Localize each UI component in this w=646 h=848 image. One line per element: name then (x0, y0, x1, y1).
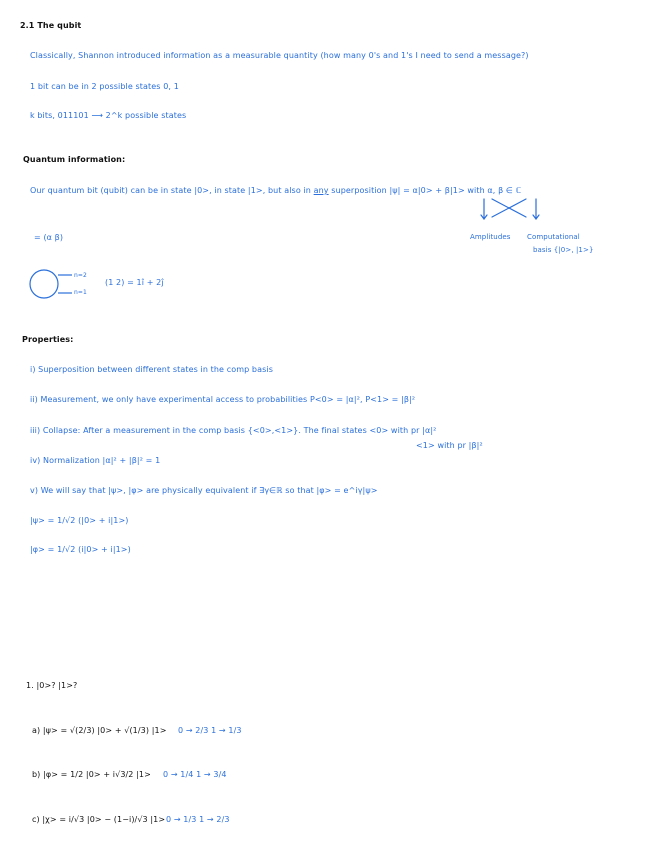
alpha-beta-vector: = (α β) (34, 233, 64, 242)
computational-label: Computational (527, 233, 580, 241)
exercise-b-answer: 0 → 1/4 1 → 3/4 (163, 770, 227, 779)
quantum-line-any: any (313, 186, 329, 195)
classical-line-2: 1 bit can be in 2 possible states 0, 1 (30, 82, 179, 91)
property-v: v) We will say that |ψ>, |φ> are physically equivalent if ∃γ∈ℝ so that |φ> = e^iγ|ψ> (30, 486, 378, 495)
classical-line-1: Classically, Shannon introduced information as a measurable quantity (how many 0's and 1's I need to send a message?) (30, 51, 529, 60)
property-iii: iii) Collapse: After a measurement in the comp basis {<0>,<1>}. The final states <0> with pr |α|² (30, 426, 437, 435)
basis-label: basis {|0>, |1>} (533, 246, 594, 254)
exercise-c: c) |χ> = i/√3 |0> − (1−i)/√3 |1> (32, 815, 166, 824)
property-i: i) Superposition between different states in the comp basis (30, 365, 273, 374)
quantum-line-part1: Our quantum bit (qubit) can be in state |0>, in state |1>, but also in (30, 186, 311, 195)
exercise-title: 1. |0>? |1>? (26, 681, 78, 690)
quantum-line-part2: superposition |ψ| = α|0> + β|1> with α, β ∈ ℂ (331, 186, 522, 195)
exercise-b: b) |φ> = 1/2 |0> + i√3/2 |1> (32, 770, 151, 779)
phi-definition: |φ> = 1/√2 (i|0> + i|1>) (30, 545, 131, 554)
property-iv: iv) Normalization |α|² + |β|² = 1 (30, 456, 161, 465)
circle-diagram (28, 268, 98, 302)
exercise-a: a) |ψ> = √(2/3) |0> + √(1/3) |1> (32, 726, 167, 735)
exercise-c-answer: 0 → 1/3 1 → 2/3 (166, 815, 230, 824)
exercise-a-answer: 0 → 2/3 1 → 1/3 (178, 726, 242, 735)
section-heading-quantum: Quantum information: (23, 155, 126, 164)
section-heading-properties: Properties: (22, 335, 74, 344)
quantum-superposition-line (30, 186, 521, 196)
psi-definition: |ψ> = 1/√2 (|0> + i|1>) (30, 516, 129, 525)
property-iii-continued: <1> with pr |β|² (416, 441, 483, 450)
circle-label-n2: n=2 (74, 272, 87, 279)
circle-label-n1: n=1 (74, 289, 87, 296)
property-ii: ii) Measurement, we only have experimental access to probabilities P<0> = |α|², P<1> = |β|² (30, 395, 416, 404)
classical-line-3: k bits, 011101 ⟶ 2^k possible states (30, 111, 187, 120)
amplitude-basis-arrows (478, 197, 548, 223)
amplitudes-label: Amplitudes (470, 233, 511, 241)
vector-equation: (1 2) = 1î + 2ĵ (105, 278, 164, 287)
section-heading-qubit: 2.1 The qubit (20, 21, 82, 30)
